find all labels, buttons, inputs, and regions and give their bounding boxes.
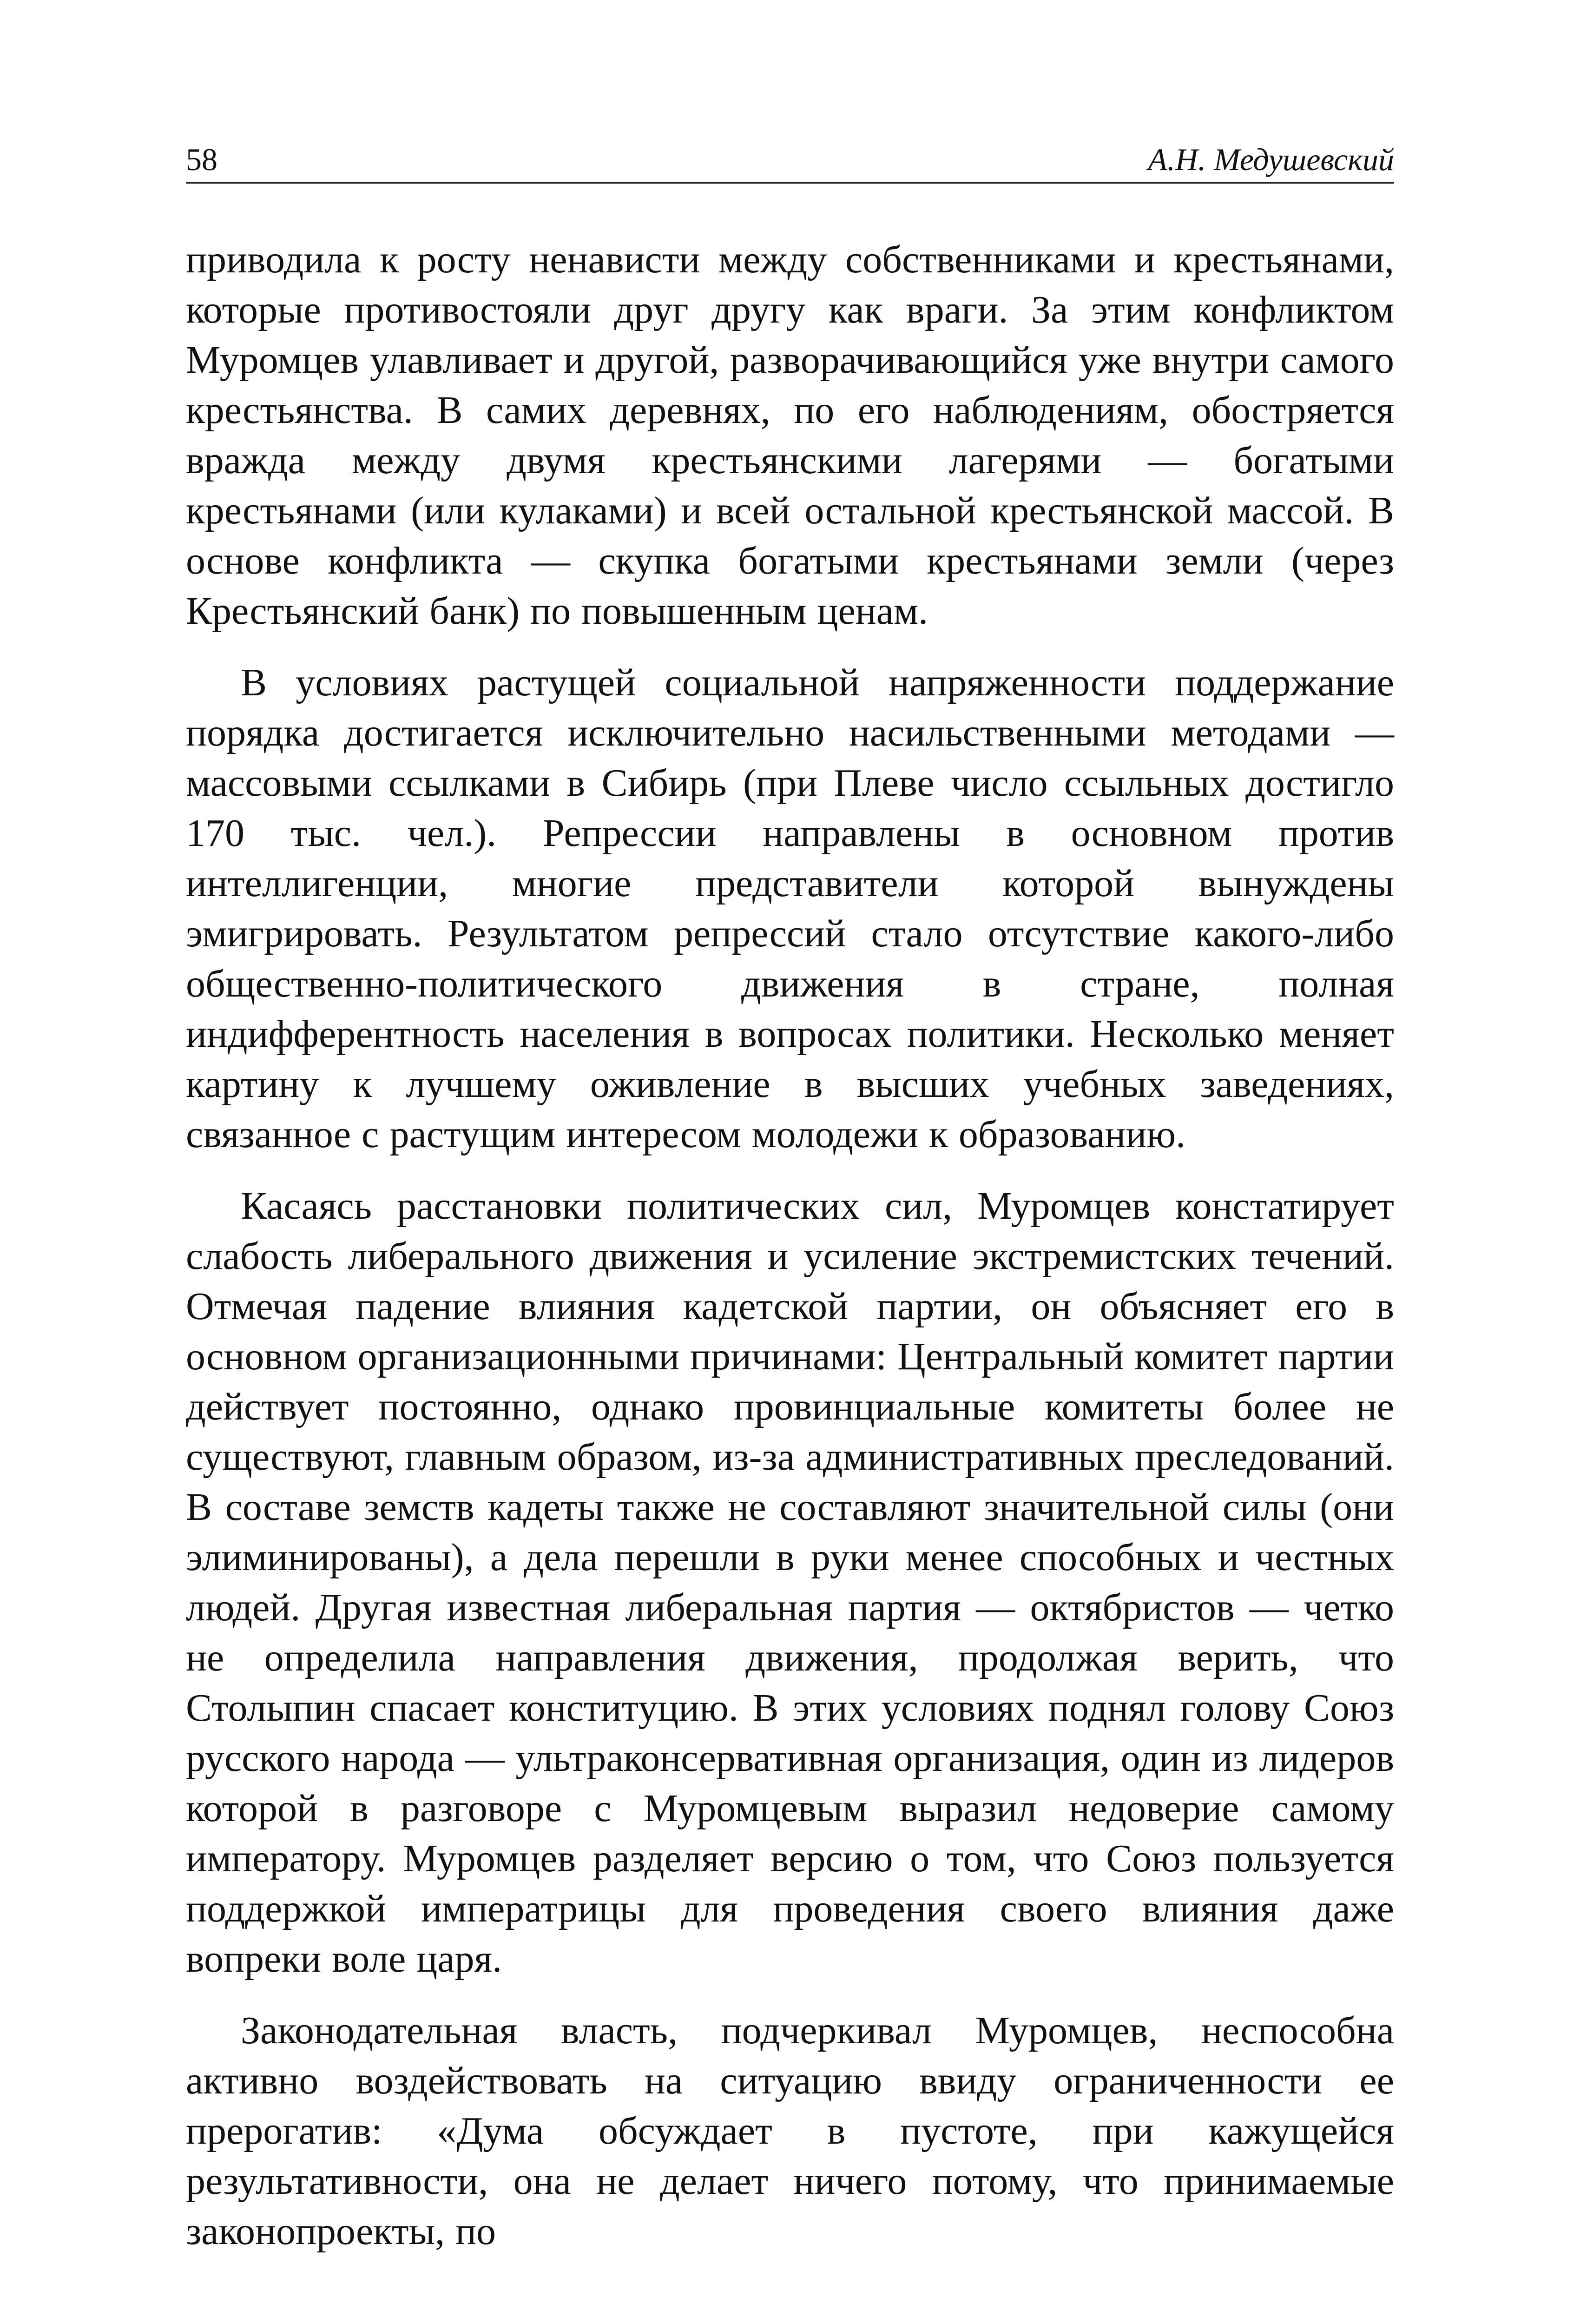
page-number: 58 <box>186 142 217 177</box>
running-header <box>186 132 1394 184</box>
running-header-author: А.Н. Медушевский <box>1148 142 1394 177</box>
body-text <box>186 235 1394 2278</box>
paragraph: Законодательная власть, подчеркивал Муромцев, неспособна активно воздействовать на ситуацию ввиду ограниченности ее прерогатив: «Дума обсуждает в пустоте, при кажущейся результативности, она не делает ничего потому, что принимаемые законопроекты, по <box>186 2009 1394 2253</box>
paragraph: приводила к росту ненависти между собственниками и крестьянами, которые противостояли друг другу как враги. За этим конфликтом Муромцев улавливает и другой, разворачивающийся уже внутри самого крестьянства. В самих деревнях, по его наблюдениям, обостряется вражда между двумя крестьянскими лагерями — богатыми крестьянами (или кулаками) и всей остальной крестьянской массой. В основе конфликта — скупка богатыми крестьянами земли (через Крестьянский банк) по повышенным ценам. <box>186 238 1394 633</box>
paragraph: Касаясь расстановки политических сил, Муромцев констатирует слабость либерального движения и усиление экстремистских течений. Отмечая падение влияния кадетской партии, он объясняет его в основном организационными причинами: Центральный комитет партии действует постоянно, однако провинциальные комитеты более не существуют, главным образом, из-за административных преследований. В составе земств кадеты также не составляют значительной силы (они элиминированы), а дела перешли в руки менее способных и честных людей. Другая известная либеральная партия — октябристов — четко не определила направления движения, продолжая верить, что Столыпин спасает конституцию. В этих условиях поднял голову Союз русского народа — ультраконсервативная организация, один из лидеров которой в разговоре с Муромцевым выразил недоверие самому императору. Муромцев разделяет версию о том, что Союз пользуется поддержкой императрицы для проведения своего влияния даже вопреки воле царя. <box>186 1184 1394 1981</box>
paragraph: В условиях растущей социальной напряженности поддержание порядка достигается исключительно насильственными методами — массовыми ссылками в Сибирь (при Плеве число ссыльных достигло 170 тыс. чел.). Репрессии направлены в основном против интеллигенции, многие представители которой вынуждены эмигрировать. Результатом репрессий стало отсутствие какого-либо общественно-политического движения в стране, полная индифферентность населения в вопросах политики. Несколько меняет картину к лучшему оживление в высших учебных заведениях, связанное с растущим интересом молодежи к образованию. <box>186 661 1394 1156</box>
